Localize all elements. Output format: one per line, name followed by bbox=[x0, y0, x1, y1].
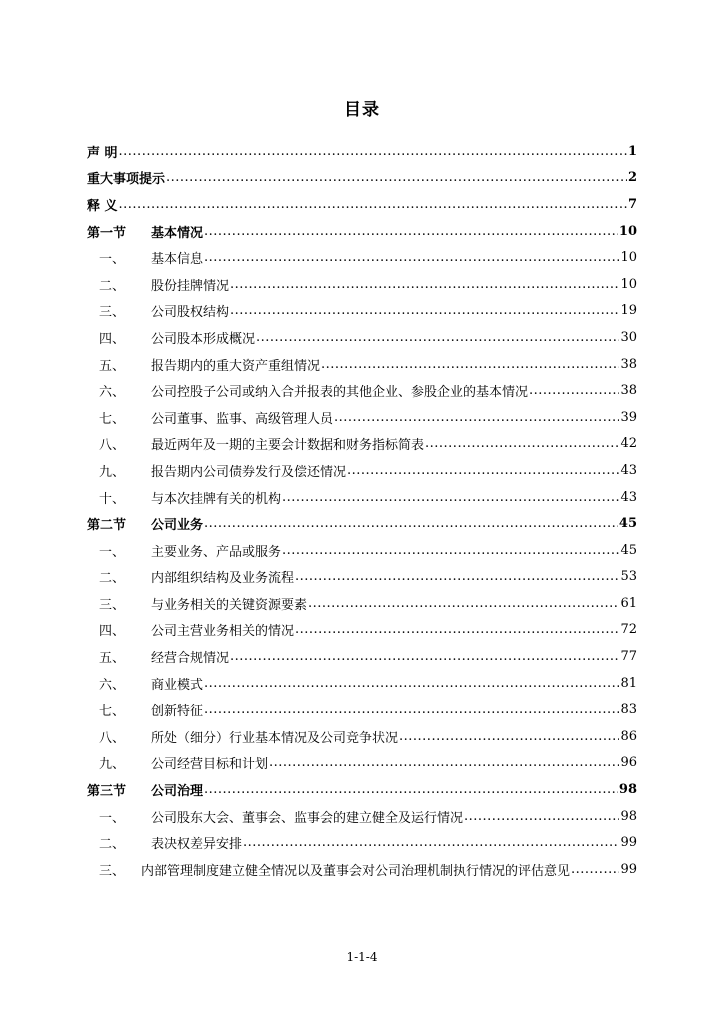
toc-dot-leader bbox=[425, 436, 619, 451]
toc-dot-leader bbox=[119, 144, 627, 159]
toc-entry-number: 第二节 bbox=[87, 518, 127, 534]
table-of-contents bbox=[87, 138, 637, 883]
toc-entry-number: 八、 bbox=[99, 438, 126, 454]
page-number: 1-1-4 bbox=[346, 950, 378, 964]
toc-entry-page: 43 bbox=[620, 462, 637, 478]
toc-entry-label: 公司董事、监事、高级管理人员 bbox=[151, 411, 334, 427]
toc-dot-leader bbox=[334, 410, 619, 425]
toc-dot-leader bbox=[230, 649, 619, 664]
toc-entry[interactable] bbox=[87, 484, 637, 511]
toc-entry-page: 10 bbox=[618, 223, 637, 239]
toc-entry-label: 基本信息 bbox=[151, 252, 204, 268]
toc-entry-page: 77 bbox=[620, 649, 637, 665]
toc-entry-number: 一、 bbox=[99, 544, 126, 560]
toc-entry-page: 96 bbox=[620, 755, 637, 771]
toc-entry-label: 与本次挂牌有关的机构 bbox=[151, 491, 282, 507]
toc-entry-label: 内部管理制度建立健全情况以及董事会对公司治理机制执行情况的评估意见 bbox=[141, 863, 571, 879]
toc-entry-label: 表决权差异安排 bbox=[151, 837, 243, 853]
toc-entry-page: 98 bbox=[620, 808, 637, 824]
toc-entry-page: 45 bbox=[618, 516, 637, 532]
toc-entry-page: 42 bbox=[620, 436, 637, 452]
toc-entry[interactable] bbox=[87, 404, 637, 431]
toc-entry-number: 九、 bbox=[99, 757, 126, 773]
page-title: 目录 bbox=[344, 100, 380, 120]
toc-dot-leader bbox=[282, 543, 619, 558]
toc-dot-leader bbox=[204, 516, 618, 531]
toc-entry-number: 四、 bbox=[99, 624, 126, 640]
toc-dot-leader bbox=[204, 702, 619, 717]
toc-entry-page: 30 bbox=[620, 329, 637, 345]
toc-entry-number: 三、 bbox=[99, 597, 126, 613]
toc-dot-leader bbox=[256, 330, 619, 345]
toc-entry-label: 最近两年及一期的主要会计数据和财务指标简表 bbox=[151, 438, 425, 454]
toc-entry[interactable] bbox=[87, 244, 637, 271]
toc-entry-page: 38 bbox=[620, 356, 637, 372]
toc-entry-label: 公司股本形成概况 bbox=[151, 331, 256, 347]
toc-dot-leader bbox=[204, 224, 618, 239]
toc-dot-leader bbox=[243, 835, 619, 850]
toc-entry-number: 三、 bbox=[99, 863, 126, 879]
toc-entry-page: 10 bbox=[620, 276, 637, 292]
toc-entry-page: 86 bbox=[620, 728, 637, 744]
toc-entry-label: 公司股权结构 bbox=[151, 305, 230, 321]
toc-dot-leader bbox=[347, 463, 619, 478]
toc-entry-number: 一、 bbox=[99, 252, 126, 268]
toc-entry-page: 45 bbox=[620, 542, 637, 558]
toc-entry[interactable] bbox=[87, 776, 637, 803]
toc-entry-page: 99 bbox=[620, 861, 637, 877]
toc-entry-label: 内部组织结构及业务流程 bbox=[151, 571, 295, 587]
toc-entry[interactable] bbox=[87, 510, 637, 537]
toc-entry[interactable] bbox=[87, 617, 637, 644]
toc-dot-leader bbox=[204, 676, 619, 691]
toc-dot-leader bbox=[308, 596, 619, 611]
toc-entry[interactable] bbox=[87, 856, 637, 883]
toc-entry-label: 公司业务 bbox=[151, 518, 204, 534]
toc-entry-label: 主要业务、产品或服务 bbox=[151, 544, 282, 560]
toc-entry-label: 所处（细分）行业基本情况及公司竞争状况 bbox=[151, 730, 399, 746]
toc-dot-leader bbox=[571, 862, 619, 877]
toc-entry-page: 1 bbox=[627, 143, 637, 159]
toc-entry-page: 2 bbox=[627, 170, 637, 186]
toc-entry[interactable] bbox=[87, 218, 637, 245]
toc-entry[interactable] bbox=[87, 324, 637, 351]
toc-entry-number: 七、 bbox=[99, 704, 126, 720]
toc-entry[interactable] bbox=[87, 191, 637, 218]
toc-dot-leader bbox=[399, 729, 619, 744]
toc-entry-number: 六、 bbox=[99, 677, 126, 693]
toc-entry-page: 53 bbox=[620, 569, 637, 585]
toc-entry-page: 10 bbox=[620, 250, 637, 266]
toc-entry[interactable] bbox=[87, 431, 637, 458]
toc-entry-number: 三、 bbox=[99, 305, 126, 321]
toc-entry[interactable] bbox=[87, 377, 637, 404]
toc-entry-label: 经营合规情况 bbox=[151, 651, 230, 667]
toc-entry-number: 七、 bbox=[99, 411, 126, 427]
toc-entry-label: 释 义 bbox=[87, 198, 118, 214]
toc-dot-leader bbox=[321, 357, 619, 372]
toc-entry-number: 八、 bbox=[99, 730, 126, 746]
toc-entry-number: 十、 bbox=[99, 491, 126, 507]
toc-entry[interactable] bbox=[87, 564, 637, 591]
toc-entry-page: 19 bbox=[620, 303, 637, 319]
toc-entry[interactable] bbox=[87, 829, 637, 856]
toc-entry-number: 第三节 bbox=[87, 784, 127, 800]
toc-entry-number: 二、 bbox=[99, 837, 126, 853]
toc-entry-number: 六、 bbox=[99, 385, 126, 401]
toc-entry[interactable] bbox=[87, 457, 637, 484]
toc-entry[interactable] bbox=[87, 537, 637, 564]
toc-entry-label: 公司主营业务相关的情况 bbox=[151, 624, 295, 640]
toc-entry[interactable] bbox=[87, 351, 637, 378]
toc-entry-number: 二、 bbox=[99, 571, 126, 587]
toc-entry-label: 公司治理 bbox=[151, 784, 204, 800]
toc-entry-page: 39 bbox=[620, 409, 637, 425]
toc-entry-label: 公司股东大会、董事会、监事会的建立健全及运行情况 bbox=[151, 810, 464, 826]
toc-entry-page: 98 bbox=[618, 782, 637, 798]
toc-entry[interactable] bbox=[87, 298, 637, 325]
toc-dot-leader bbox=[230, 277, 619, 292]
toc-entry-label: 商业模式 bbox=[151, 677, 204, 693]
toc-dot-leader bbox=[295, 569, 619, 584]
toc-entry-label: 报告期内的重大资产重组情况 bbox=[151, 358, 321, 374]
toc-entry-page: 83 bbox=[620, 702, 637, 718]
toc-entry[interactable] bbox=[87, 696, 637, 723]
toc-entry-number: 五、 bbox=[99, 651, 126, 667]
toc-entry[interactable] bbox=[87, 165, 637, 192]
toc-entry-label: 报告期内公司债券发行及偿还情况 bbox=[151, 464, 347, 480]
toc-entry-page: 72 bbox=[620, 622, 637, 638]
toc-entry-number: 五、 bbox=[99, 358, 126, 374]
toc-entry-label: 与业务相关的关键资源要素 bbox=[151, 597, 308, 613]
toc-entry-page: 38 bbox=[620, 383, 637, 399]
toc-entry-label: 基本情况 bbox=[151, 225, 204, 241]
toc-entry[interactable] bbox=[87, 271, 637, 298]
toc-entry-label: 公司经营目标和计划 bbox=[151, 757, 269, 773]
toc-entry-number: 二、 bbox=[99, 278, 126, 294]
toc-entry-label: 声 明 bbox=[87, 145, 118, 161]
toc-entry-label: 公司控股子公司或纳入合并报表的其他企业、参股企业的基本情况 bbox=[151, 385, 529, 401]
toc-dot-leader bbox=[269, 755, 619, 770]
toc-dot-leader bbox=[230, 303, 619, 318]
toc-entry[interactable] bbox=[87, 643, 637, 670]
toc-entry-label: 创新特征 bbox=[151, 704, 204, 720]
toc-entry-number: 第一节 bbox=[87, 225, 127, 241]
toc-dot-leader bbox=[204, 782, 618, 797]
toc-entry-page: 81 bbox=[620, 675, 637, 691]
toc-entry[interactable] bbox=[87, 803, 637, 830]
toc-dot-leader bbox=[529, 383, 619, 398]
toc-dot-leader bbox=[282, 490, 619, 505]
toc-entry-page: 61 bbox=[620, 595, 637, 611]
toc-dot-leader bbox=[166, 170, 627, 185]
toc-dot-leader bbox=[295, 622, 619, 637]
toc-dot-leader bbox=[119, 197, 627, 212]
toc-entry[interactable] bbox=[87, 723, 637, 750]
toc-dot-leader bbox=[204, 250, 619, 265]
toc-entry[interactable] bbox=[87, 138, 637, 165]
toc-entry-page: 43 bbox=[620, 489, 637, 505]
toc-entry-number: 一、 bbox=[99, 810, 126, 826]
toc-entry-number: 四、 bbox=[99, 331, 126, 347]
toc-entry[interactable] bbox=[87, 750, 637, 777]
toc-dot-leader bbox=[464, 809, 619, 824]
toc-entry[interactable] bbox=[87, 590, 637, 617]
toc-entry-page: 99 bbox=[620, 835, 637, 851]
toc-entry-page: 7 bbox=[627, 196, 637, 212]
toc-entry-label: 股份挂牌情况 bbox=[151, 278, 230, 294]
toc-entry[interactable] bbox=[87, 670, 637, 697]
toc-entry-label: 重大事项提示 bbox=[87, 172, 166, 188]
toc-entry-number: 九、 bbox=[99, 464, 126, 480]
